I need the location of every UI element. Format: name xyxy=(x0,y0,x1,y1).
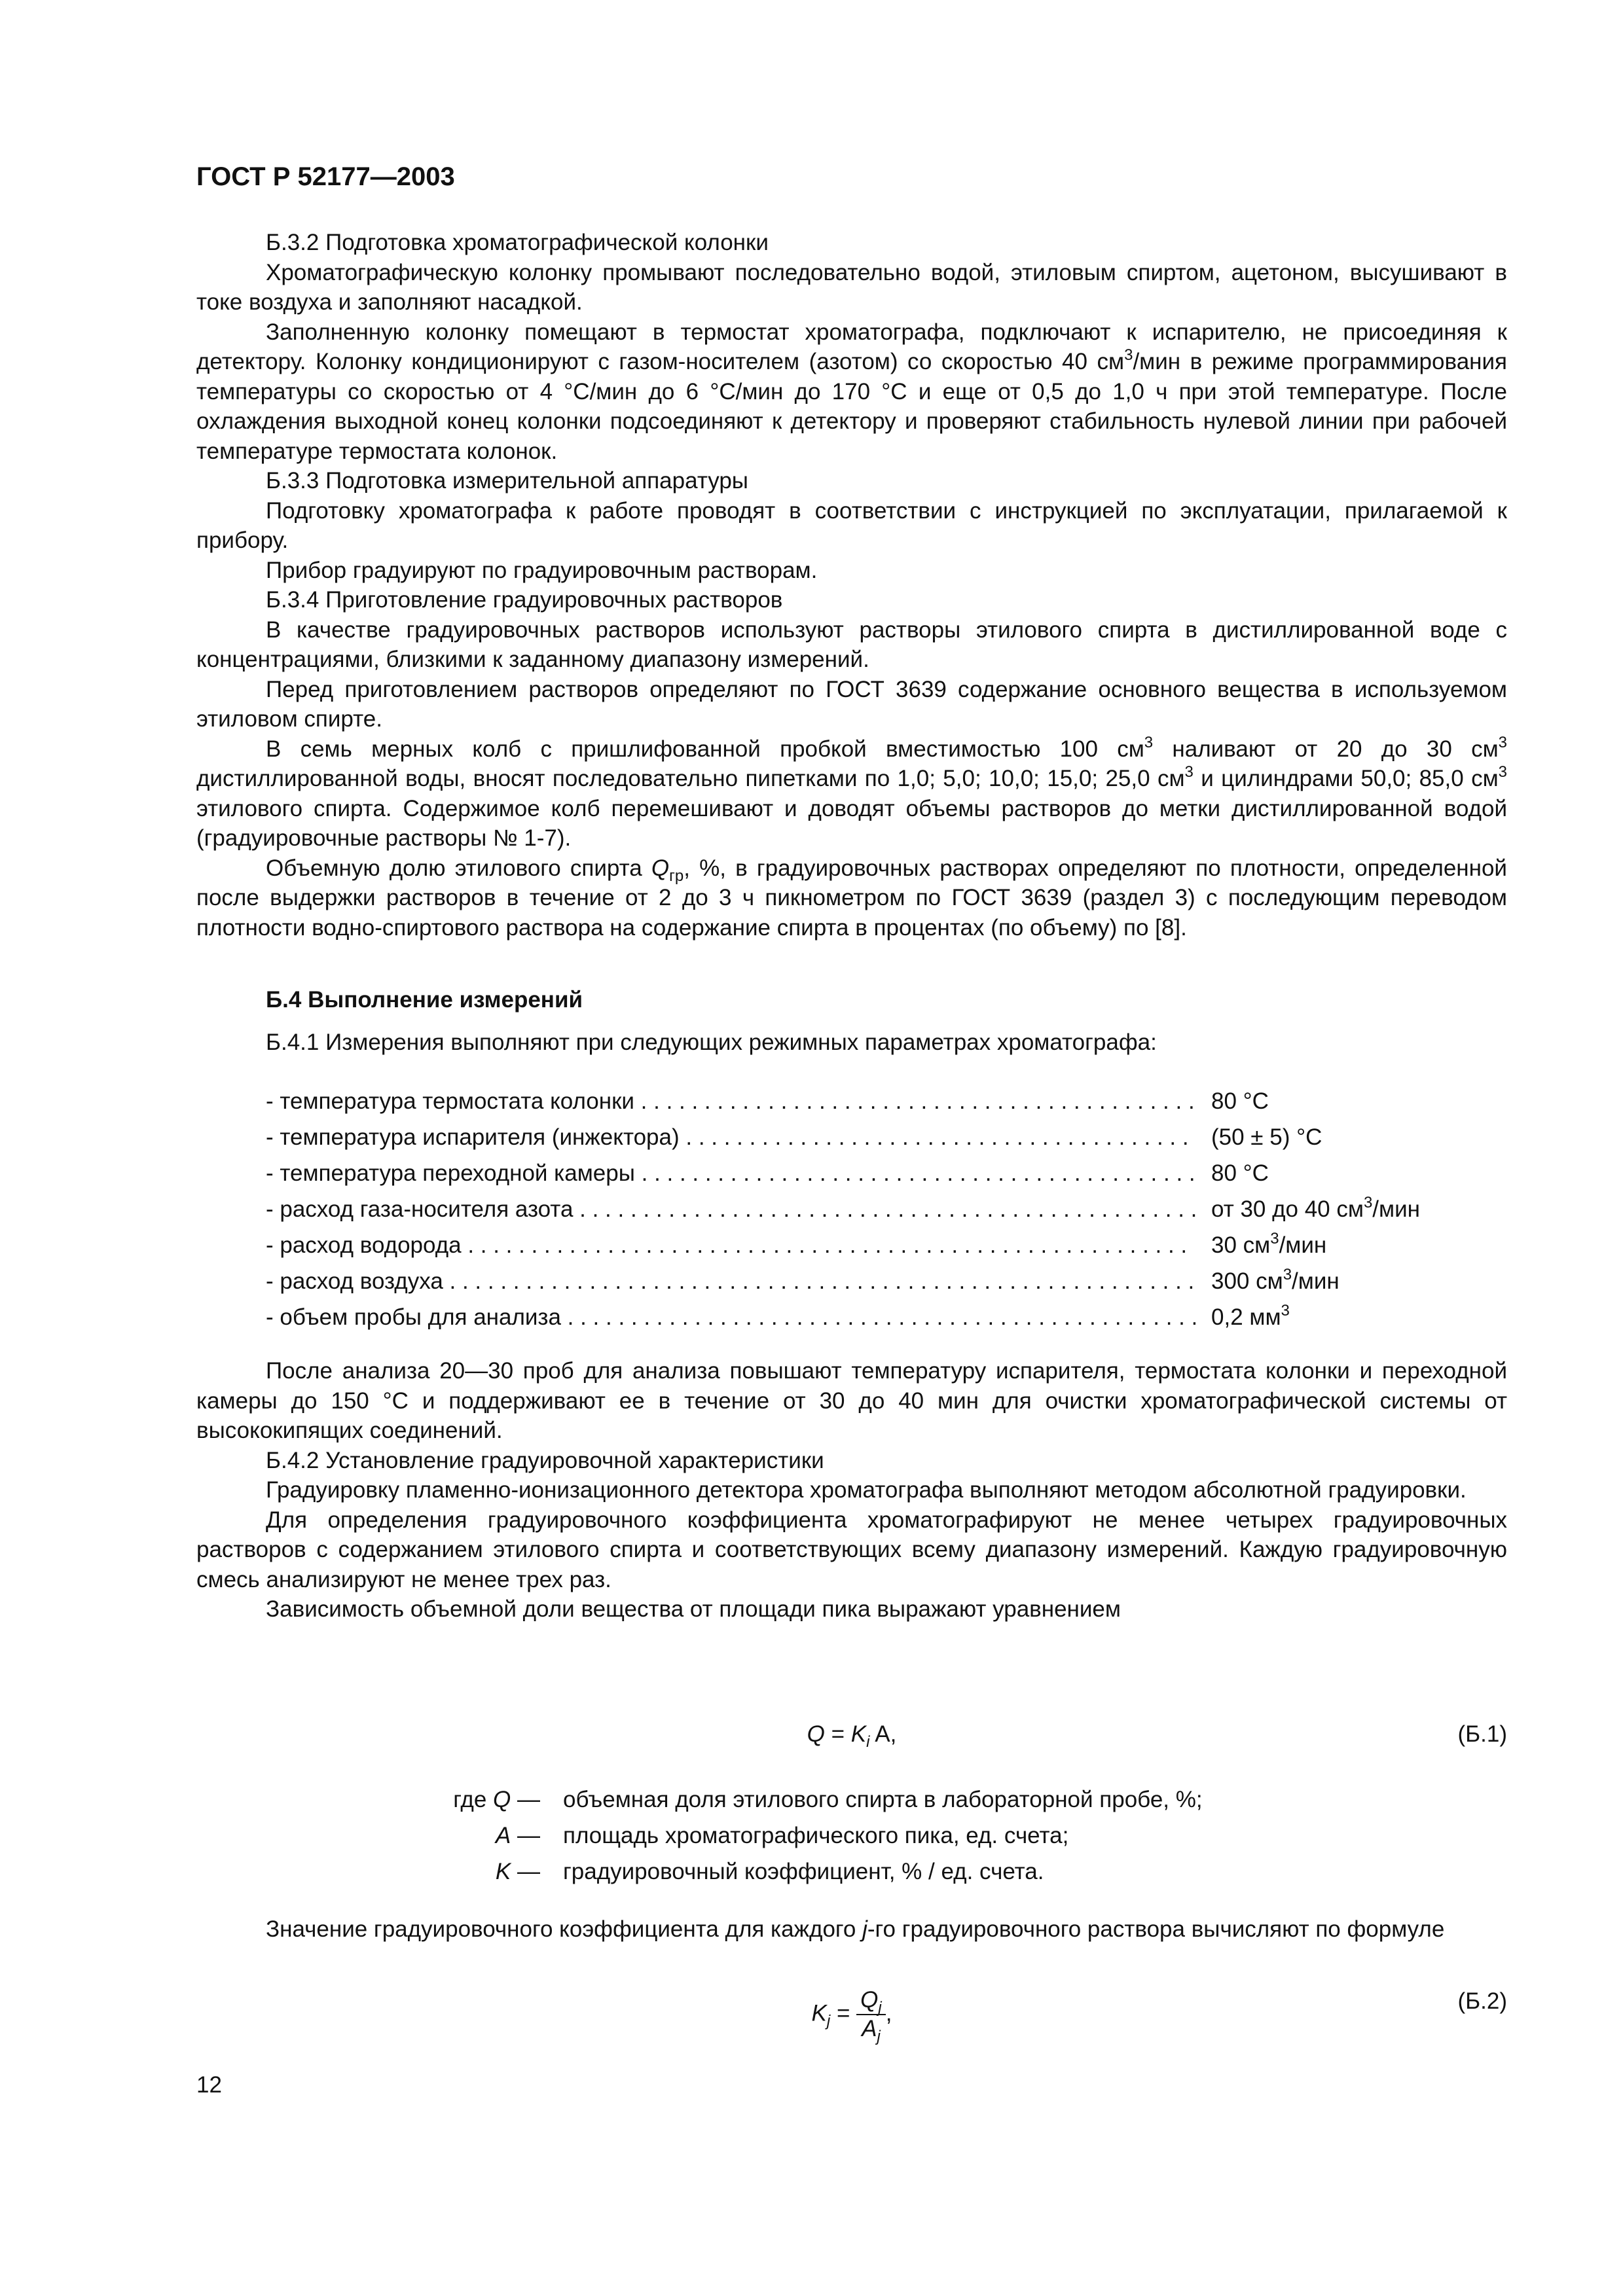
definition-row xyxy=(196,1857,1507,1893)
parameter-value: 300 $см^3$/мин xyxy=(1211,1266,1340,1294)
parameter-name: - температура термостата колонки . . . xyxy=(266,1086,1195,1117)
parameter-value: 30 $см^3$/мин xyxy=(1211,1230,1327,1258)
formula-b1: $Q = K_i$ A, xyxy=(807,1721,897,1751)
definition-variable: A — xyxy=(495,1823,540,1848)
formula-b2-row xyxy=(196,1986,1507,2058)
parameter-value: 0,2 $мм^3$ xyxy=(1211,1302,1290,1330)
section-b3 xyxy=(196,228,1507,942)
b42-heading: Б.4.2 Установление градуировочной характеристики xyxy=(266,1447,824,1473)
parameter-name: - расход воздуха . . . xyxy=(266,1266,1195,1297)
definition-row xyxy=(196,1821,1507,1857)
b32-heading: Б.3.2 Подготовка хроматографической колонки xyxy=(266,230,769,255)
b34-heading: Б.3.4 Приготовление градуировочных растворов xyxy=(266,587,783,613)
after-params-paragraph: После анализа 20—30 проб для анализа повышают температуру испарителя, термостата колонки и переходной камеры до 150 °С и поддерживают ее в течение от 30 до 40 мин для очистки хроматографической системы от высококипящих соединений. xyxy=(196,1358,1507,1443)
parameter-name: - расход водорода . . . xyxy=(266,1230,1195,1261)
parameter-list xyxy=(196,1086,1507,1338)
b34-paragraph-1: В качестве градуировочных растворов используют растворы этилового спирта в дистиллированной воде с концентрациями, близкими к заданному диапазону измерений. xyxy=(196,617,1507,672)
parameter-row xyxy=(196,1086,1507,1122)
b34-paragraph-3: В семь мерных колб с пришлифованной пробкой вместимостью 100 $см^3$ наливают от 20 до 30 $см^3$ дистиллированной воды, вносят последовательно пипетками по 1,0; 5,0; 10,0; 15,0; 25,0 $см^3$ и цилиндрами 50,0; 85,0 $см^3$ этилового спирта. Содержимое колб перемешивают и доводят объемы растворов до метки дистиллированной водой (градуировочные растворы № 1-7). xyxy=(196,733,1507,851)
formula-b2-number: (Б.2) xyxy=(1457,1988,1507,2014)
parameter-row xyxy=(196,1122,1507,1158)
parameter-name: - температура испарителя (инжектора) . . . xyxy=(266,1122,1195,1153)
parameter-name: - расход газа-носителя азота . . . xyxy=(266,1194,1195,1225)
parameter-value: 80 °С xyxy=(1211,1160,1269,1186)
definition-row xyxy=(196,1785,1507,1821)
b42-paragraph-1: Градуировку пламенно-ионизационного детектора хроматографа выполняют методом абсолютной градуировки. xyxy=(266,1477,1467,1503)
definition-text: градуировочный коэффициент, % / ед. счета. xyxy=(563,1859,1044,1884)
b33-paragraph-2: Прибор градуируют по градуировочным растворам. xyxy=(266,557,818,583)
parameter-name: - температура переходной камеры . . . xyxy=(266,1158,1195,1189)
section-b42 xyxy=(196,1356,1507,1624)
parameter-value: от 30 до 40 $см^3$/мин xyxy=(1211,1194,1420,1222)
definition-variable: K — xyxy=(495,1859,540,1884)
b33-paragraph-1: Подготовку хроматографа к работе проводят в соответствии с инструкцией по эксплуатации, прилагаемой к прибору. xyxy=(196,497,1507,553)
parameter-row xyxy=(196,1230,1507,1266)
b42-paragraph-4-block xyxy=(196,1914,1507,1945)
b41-intro-block xyxy=(196,1028,1507,1058)
parameter-row xyxy=(196,1266,1507,1302)
b34-paragraph-2: Перед приготовлением растворов определяют по ГОСТ 3639 содержание основного вещества в используемом этиловом спирте. xyxy=(196,676,1507,732)
parameter-row xyxy=(196,1158,1507,1194)
b33-heading: Б.3.3 Подготовка измерительной аппаратуры xyxy=(266,468,748,493)
b32-paragraph-1: Хроматографическую колонку промывают последовательно водой, этиловым спиртом, ацетоном, высушивают в токе воздуха и заполняют насадкой. xyxy=(196,259,1507,315)
page-number: 12 xyxy=(196,2072,222,2098)
formula-b1-row xyxy=(196,1719,1507,1759)
b42-paragraph-2: Для определения градуировочного коэффициента хроматографируют не менее четырех градуировочных растворов с содержанием этилового спирта и соответствующих всему диапазону измерений. Каждую градуировочную смесь анализируют не менее трех раз. xyxy=(196,1507,1507,1592)
parameter-value: 80 °С xyxy=(1211,1088,1269,1114)
b42-paragraph-4: Значение градуировочного коэффициента для каждого j-го градуировочного раствора вычисляют по формуле xyxy=(266,1916,1445,1942)
formula-b1-number: (Б.1) xyxy=(1457,1721,1507,1747)
b34-paragraph-4: Объемную долю этилового спирта $Q_{гр}$, %, в градуировочных растворах определяют по плотности, определенной после выдержки растворов в течение от 2 до 3 ч пикнометром по ГОСТ 3639 (раздел 3) с последующим переводом плотности водно-спиртового раствора на содержание спирта в процентах (по объему) по [8]. xyxy=(196,855,1507,941)
definition-text: площадь хроматографического пика, ед. счета; xyxy=(563,1823,1069,1848)
formula-b2: $K_j$ = $\frac{Q_j}{A_j}$ , xyxy=(811,1987,892,2045)
b41-intro: Б.4.1 Измерения выполняют при следующих режимных параметрах хроматографа: xyxy=(266,1030,1157,1055)
parameter-value: (50 ± 5) °С xyxy=(1211,1124,1322,1150)
parameter-rows xyxy=(196,1086,1507,1338)
parameter-row xyxy=(196,1302,1507,1338)
b42-paragraph-3: Зависимость объемной доли вещества от площади пика выражают уравнением xyxy=(266,1596,1121,1622)
section-b4-heading-block xyxy=(196,985,1507,1015)
document-header: ГОСТ Р 52177—2003 xyxy=(196,162,455,191)
variable-definitions xyxy=(196,1785,1507,1893)
b4-heading: Б.4 Выполнение измерений xyxy=(266,987,583,1013)
definition-variable: где Q — xyxy=(453,1787,540,1812)
parameter-row xyxy=(196,1194,1507,1230)
definition-text: объемная доля этилового спирта в лабораторной пробе, %; xyxy=(563,1787,1203,1812)
b32-paragraph-2: Заполненную колонку помещают в термостат хроматографа, подключают к испарителю, не присоединяя к детектору. Колонку кондиционируют с газом-носителем (азотом) со скоростью 40 $см^3$/мин в режиме программирования температуры со скоростью от 4 °С/мин до 6 °С/мин до 170 °С и еще от 0,5 до 1,0 ч при этой температуре. После охлаждения выходной конец колонки подсоединяют к детектору и проверяют стабильность нулевой линии при рабочей температуре термостата колонок. xyxy=(196,319,1507,464)
parameter-name: - объем пробы для анализа . . . xyxy=(266,1302,1195,1333)
fraction: $\frac{Q_j}{A_j}$ xyxy=(856,1986,886,2043)
